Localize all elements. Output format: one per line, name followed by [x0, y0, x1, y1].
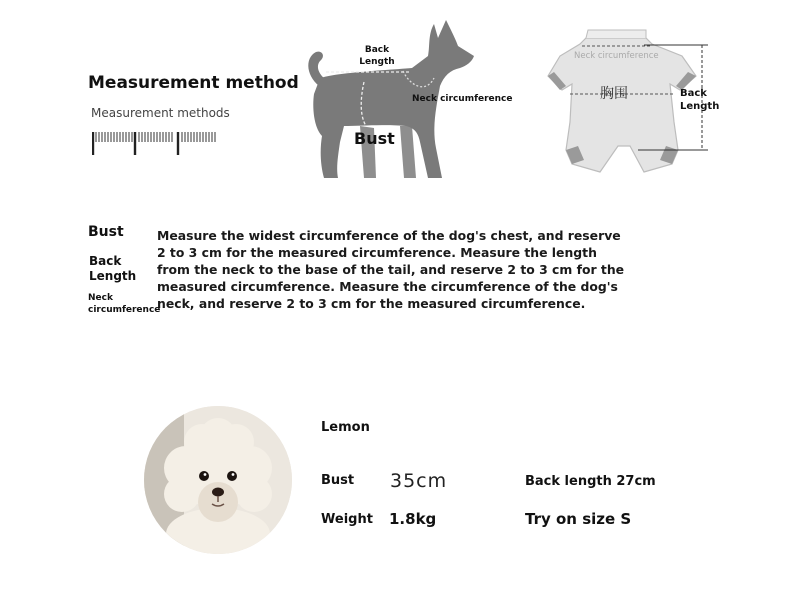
- legend-back-length: [89, 254, 136, 284]
- pet-bust-value: 35cm: [390, 470, 448, 492]
- svg-text:Length: [359, 57, 394, 67]
- bust-label: Bust: [354, 129, 395, 148]
- svg-text:Length: [680, 101, 719, 112]
- back-length-label-line1: Back: [364, 45, 390, 55]
- garment-chest-label: 胸围: [600, 86, 628, 102]
- pet-photo: [144, 406, 292, 554]
- pet-back-length: Back length 27cm: [525, 474, 656, 489]
- garment-back-length-line2: Length: [680, 101, 720, 112]
- section-subtitle: Measurement methods: [91, 106, 230, 120]
- svg-text:Bust: [354, 129, 395, 148]
- back-length-label: [365, 45, 390, 55]
- poodle-image: [144, 406, 292, 554]
- legend-back-length-line1: Back: [89, 254, 122, 268]
- section-title: Measurement method: [88, 73, 299, 93]
- pet-weight-label: Weight: [321, 512, 373, 527]
- legend-bust: Bust: [88, 224, 124, 240]
- garment-neck-label: Neck circumference: [574, 51, 659, 61]
- legend-neck-line2: circumference: [88, 305, 161, 315]
- neck-circumference-label: Neck circumference: [412, 94, 513, 104]
- pet-name: Lemon: [321, 420, 370, 435]
- garment-measurement-diagram: [540, 24, 730, 184]
- legend-neck: [88, 292, 160, 316]
- dog-measurement-diagram: [300, 16, 530, 186]
- pet-bust-label: Bust: [321, 473, 355, 488]
- svg-text:Neck circumference: [574, 51, 659, 61]
- measurement-description: Measure the widest circumference of the dog's chest, and reserve 2 to 3 cm for the measured circumference. Measure the length from the neck to the base of the tail, and reserve 2 to 3 cm for the measured circumference. Measure the circumference of the dog's neck, and reserve 2 to 3 cm for the measured circumference.: [157, 228, 625, 311]
- pet-weight-value: 1.8kg: [389, 510, 437, 528]
- back-length-label-line2: Length: [359, 57, 395, 67]
- garment-back-length-line1: Back: [680, 88, 707, 99]
- legend-neck-line1: Neck: [88, 293, 113, 303]
- svg-text:胸围: [600, 86, 628, 102]
- svg-text:Back: [680, 88, 707, 99]
- svg-text:Neck circumference: [412, 94, 512, 104]
- legend-back-length-line2: Length: [89, 269, 137, 283]
- pet-size: Try on size S: [525, 510, 632, 528]
- tape-measure-icon: [92, 128, 220, 158]
